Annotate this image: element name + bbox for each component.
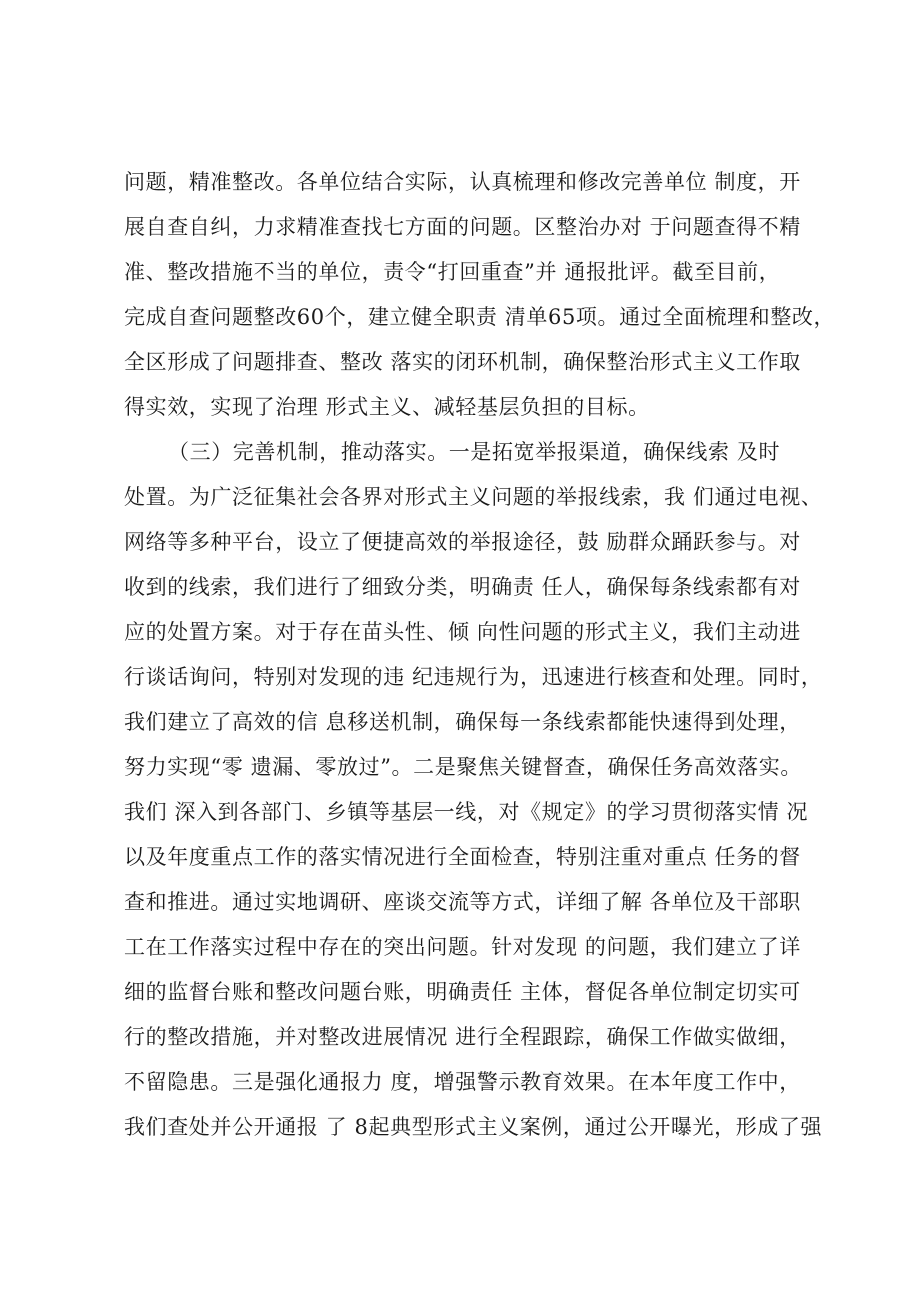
text-line: 工在工作落实过程中存在的突出问题。针对发现 的问题，我们建立了详 [124, 935, 801, 959]
text-line: 应的处置方案。对于存在苗头性、倾 向性问题的形式主义，我们主动进 [124, 620, 801, 644]
text-line: 得实效，实现了治理 形式主义、减轻基层负担的目标。 [124, 395, 650, 419]
text-line: 行的整改措施，并对整改进展情况 进行全程跟踪，确保工作做实做细， [124, 1025, 801, 1049]
text-line: 查和推进。通过实地调研、座谈交流等方式，详细了解 各单位及干部职 [124, 890, 801, 914]
text-line: 我们建立了高效的信 息移送机制，确保每一条线索都能快速得到处理， [124, 710, 801, 734]
text-line: 处置。为广泛征集社会各界对形式主义问题的举报线索，我 们通过电视、 [124, 485, 823, 509]
text-line: 展自查自纠，力求精准查找七方面的问题。区整治办对 于问题查得不精 [124, 215, 801, 239]
text-line: 行谈话询问，特别对发现的违 纪违规行为，迅速进行核查和处理。同时， [124, 665, 823, 689]
text-line: 准、整改措施不当的单位，责令“打回重查”并 通报批评。截至目前， [124, 260, 781, 284]
text-line: 收到的线索，我们进行了细致分类，明确责 任人，确保每条线索都有对 [124, 575, 801, 599]
text-line: 全区形成了问题排查、整改 落实的闭环机制，确保整治形式主义工作取 [124, 350, 801, 374]
text-line: 完成自查问题整改60个，建立健全职责 清单65项。通过全面梳理和整改， [124, 305, 836, 329]
text-line: 我们查处并公开通报 了 8起典型形式主义案例，通过公开曝光，形成了强 [124, 1115, 823, 1139]
text-line: 以及年度重点工作的落实情况进行全面检查，特别注重对重点 任务的督 [124, 845, 801, 869]
text-line: 问题，精准整改。各单位结合实际，认真梳理和修改完善单位 制度，开 [124, 170, 801, 194]
text-line: 网络等多种平台，设立了便捷高效的举报途径，鼓 励群众踊跃参与。对 [124, 530, 801, 554]
text-line: 细的监督台账和整改问题台账，明确责任 主体，督促各单位制定切实可 [124, 980, 801, 1004]
text-line: 我们 深入到各部门、乡镇等基层一线，对《规定》的学习贯彻落实情 况 [124, 800, 809, 824]
text-line: 不留隐患。三是强化通报力 度，增强警示教育效果。在本年度工作中， [124, 1070, 801, 1094]
text-line: 努力实现“零 遗漏、零放过”。二是聚焦关键督查，确保任务高效落实。 [124, 755, 802, 779]
paragraph-heading-line: （三）完善机制，推动落实。一是拓宽举报渠道，确保线索 及时 [168, 440, 781, 464]
